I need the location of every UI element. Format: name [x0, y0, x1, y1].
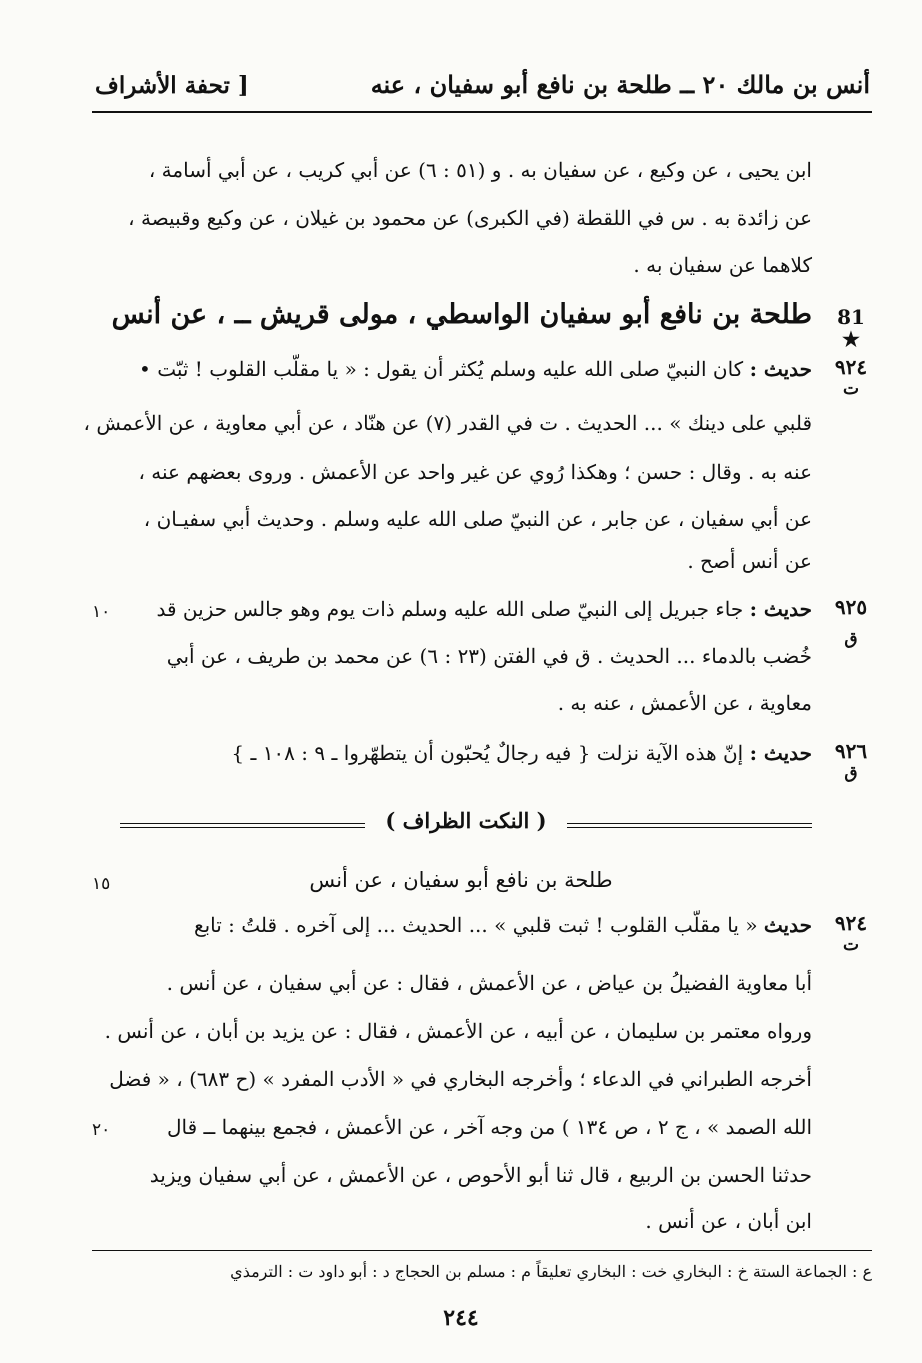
entry-text: جاء جبريل إلى النبيّ صلى الله عليه وسلم ذات يوم وهو جالس حزين قد: [156, 597, 744, 621]
entry-number: [830, 740, 872, 784]
entry-line: عن أبي سفيان ، عن جابر ، عن النبيّ صلى الله عليه وسلم . وحديث أبي سفيـان ،: [143, 507, 812, 531]
entry-label: حديث: [763, 913, 812, 937]
entry-label: حديث :: [749, 597, 812, 621]
entry-siglum: ت: [842, 379, 859, 399]
sigla-key: ع : الجماعة الستة خ : البخاري خت : البخاري تعليقاً م : مسلم بن الحجاج د : أبو داود ت : الترمذي: [230, 1262, 872, 1281]
entry-line: عنه به . وقال : حسن ؛ وهكذا رُوي عن غير واحد عن الأعمش . وروى بعضهم عنه ،: [138, 460, 812, 484]
entry-number-text: ٩٢٤: [834, 355, 868, 379]
entry-siglum: ق: [844, 763, 858, 783]
entry-text: إنّ هذه الآية نزلت { فيه رجالٌ يُحبّون أن يتطهّروا ـ ٩ : ١٠٨ ـ }: [231, 741, 744, 765]
running-title: أنس بن مالك ٢٠ ــ طلحة بن نافع أبو سفيان ، عنه: [370, 70, 870, 99]
entry-text: « يا مقلّب القلوب ! ثبت قلبي » ... الحديث ... إلى آخره . قلتُ : تابع: [193, 913, 758, 937]
entry-line: عن أنس أصح .: [687, 549, 812, 573]
header-rule: [92, 111, 872, 113]
entry-line: [231, 740, 812, 766]
entry-line: [157, 596, 812, 622]
entry-number: [830, 912, 872, 956]
entry-line: قلبي على دينك » ... الحديث . ت في القدر (٧) عن هنّاد ، عن أبي معاوية ، عن الأعمش ،: [83, 411, 812, 435]
entry-line: معاوية ، عن الأعمش ، عنه به .: [557, 691, 812, 715]
entry-number-text: ٩٢٤: [834, 911, 868, 935]
entry-number: [830, 596, 872, 650]
entry-line: [139, 356, 812, 382]
footer-rule: [92, 1250, 872, 1251]
nukat-divider: [120, 808, 812, 842]
book-title: [ تحفة الأشراف: [95, 72, 249, 99]
section-heading: طلحة بن نافع أبو سفيان الواسطي ، مولى قريش ــ ، عن أنس: [111, 299, 812, 330]
nukat-title: ( النكت الظراف ): [385, 808, 547, 833]
entry-label: حديث :: [749, 741, 812, 765]
entry-line: خُضب بالدماء ... الحديث . ق في الفتن (٢٣ : ٦) عن محمد بن طريف ، عن أبي: [166, 644, 812, 668]
entry-siglum: ت: [842, 935, 859, 955]
line-margin-number: ١٥: [92, 874, 111, 894]
intro-line: عن زائدة به . س في اللقطة (في الكبرى) عن محمود بن غيلان ، عن وكيع وقبيصة ،: [128, 206, 812, 230]
entry-number: [830, 356, 872, 400]
entry-number-text: ٩٢٦: [834, 739, 868, 763]
entry-number-text: ٩٢٥: [834, 595, 868, 619]
entry-line: حدثنا الحسن بن الربيع ، قال ثنا أبو الأحوص ، عن الأعمش ، عن أبي سفيان ويزيد: [149, 1163, 812, 1187]
entry-text: كان النبيّ صلى الله عليه وسلم يُكثر أن يقول : « يا مقلّب القلوب ! ثبّت •: [139, 357, 744, 381]
line-margin-number: ١٠: [92, 602, 111, 622]
intro-line: كلاهما عن سفيان به .: [633, 253, 812, 277]
entry-line: [194, 912, 812, 938]
entry-line: ابن أبان ، عن أنس .: [645, 1209, 812, 1233]
entry-label: حديث :: [749, 357, 812, 381]
section-mark: 81 ★: [837, 305, 865, 351]
line-margin-number: ٢٠: [92, 1120, 111, 1140]
nukat-subheading: طلحة بن نافع أبو سفيان ، عن أنس: [309, 868, 613, 892]
entry-line: ورواه معتمر بن سليمان ، عن أبيه ، عن الأعمش ، فقال : عن يزيد بن أبان ، عن أنس .: [104, 1019, 812, 1043]
intro-line: ابن يحيى ، عن وكيع ، عن سفيان به . و (٥١ : ٦) عن أبي كريب ، عن أبي أسامة ،: [148, 158, 812, 182]
entry-line: الله الصمد » ، ج ٢ ، ص ١٣٤ ) من وجه آخر ، عن الأعمش ، فجمع بينهما ــ قال: [167, 1115, 812, 1139]
entry-siglum: ق: [844, 629, 858, 649]
page-number: ٢٤٤: [443, 1305, 479, 1331]
entry-line: أبا معاوية الفضيلُ بن عياض ، عن الأعمش ، فقال : عن أبي سفيان ، عن أنس .: [166, 971, 812, 995]
entry-line: أخرجه الطبراني في الدعاء ؛ وأخرجه البخاري في « الأدب المفرد » (ح ٦٨٣) ، « فضل: [109, 1067, 812, 1091]
